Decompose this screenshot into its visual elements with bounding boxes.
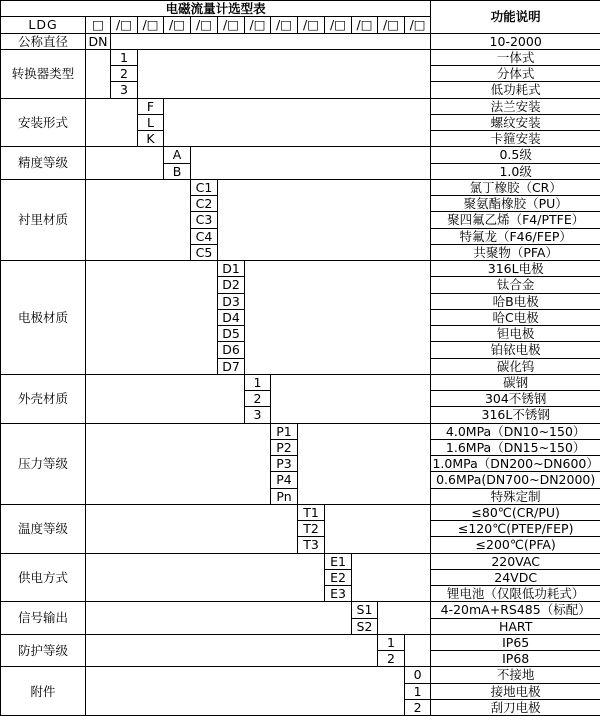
spacer-cell	[86, 98, 138, 147]
desc-cell: 不接地	[431, 667, 600, 683]
desc-cell: 聚氨酯橡胶（PU）	[431, 196, 600, 212]
desc-cell: 24VDC	[431, 569, 600, 585]
desc-cell: 0.5级	[431, 147, 600, 163]
spacer-cell	[138, 49, 431, 98]
code-placeholder-box: /□	[191, 17, 218, 33]
code-placeholder-box: /□	[164, 17, 191, 33]
desc-cell: 铂铱电极	[431, 342, 600, 358]
table-row	[1, 98, 600, 114]
category-label: 附件	[1, 667, 86, 716]
code-placeholder-box: /□	[138, 17, 164, 33]
desc-cell: 特氟龙（F46/FEP）	[431, 228, 600, 244]
code-cell: 2	[245, 391, 271, 407]
category-label: 温度等级	[1, 504, 86, 553]
desc-cell: 低功耗式	[431, 82, 600, 98]
table-row	[1, 49, 600, 65]
desc-cell: 220VAC	[431, 553, 600, 569]
desc-cell: 一体式	[431, 49, 600, 65]
code-cell: D2	[218, 277, 245, 293]
desc-cell: 哈B电极	[431, 293, 600, 309]
desc-cell: 钛合金	[431, 277, 600, 293]
spacer-cell	[86, 179, 191, 260]
category-label: 压力等级	[1, 423, 86, 504]
code-cell: P2	[271, 439, 298, 455]
category-label: 电极材质	[1, 261, 86, 375]
desc-cell: IP65	[431, 634, 600, 650]
spacer-cell	[405, 634, 431, 667]
code-cell: F	[138, 98, 164, 114]
spacer-cell	[271, 374, 431, 423]
code-cell: S2	[352, 618, 378, 634]
desc-cell: 钽电极	[431, 326, 600, 342]
desc-cell: 分体式	[431, 66, 600, 82]
spacer-cell	[325, 504, 431, 553]
code-cell: 0	[405, 667, 431, 683]
code-cell: 3	[245, 407, 271, 423]
spacer-cell	[86, 423, 271, 504]
spacer-cell	[86, 261, 218, 375]
spacer-cell	[86, 374, 245, 423]
desc-cell: ≤80℃(CR/PU)	[431, 504, 600, 520]
spacer-cell	[86, 602, 352, 635]
table-title: 电磁流量计选型表	[1, 1, 431, 17]
desc-cell: 刮刀电极	[431, 699, 600, 715]
code-placeholder-box: /□	[111, 17, 138, 33]
desc-cell: HART	[431, 618, 600, 634]
table-row	[1, 147, 600, 163]
code-cell: T2	[298, 521, 325, 537]
code-cell: L	[138, 114, 164, 130]
desc-cell: 共聚物（PFA）	[431, 244, 600, 260]
code-cell: D1	[218, 261, 245, 277]
table-row	[1, 374, 600, 390]
code-cell: C2	[191, 196, 218, 212]
desc-cell: 4.0MPa（DN10~150）	[431, 423, 600, 439]
table-row	[1, 261, 600, 277]
code-cell: D7	[218, 358, 245, 374]
code-cell: P4	[271, 472, 298, 488]
desc-cell: 螺纹安装	[431, 114, 600, 130]
code-placeholder-box: /□	[378, 17, 405, 33]
code-placeholder-box: /□	[218, 17, 245, 33]
table-row	[1, 602, 600, 618]
category-label: 防护等级	[1, 634, 86, 667]
code-cell: D6	[218, 342, 245, 358]
desc-cell: 1.0MPa（DN200~DN600）	[432, 456, 599, 472]
desc-cell: 304不锈钢	[431, 391, 600, 407]
table-row	[1, 1, 600, 17]
function-column-header: 功能说明	[431, 1, 600, 34]
code-cell: C4	[191, 228, 218, 244]
code-cell: E2	[325, 569, 352, 585]
code-placeholder-box: /□	[405, 17, 431, 33]
code-cell: C5	[191, 244, 218, 260]
spacer-cell	[245, 261, 431, 375]
desc-cell: 316L电极	[431, 261, 600, 277]
category-label: 供电方式	[1, 553, 86, 602]
code-cell: T1	[298, 504, 325, 520]
desc-cell: IP68	[431, 651, 600, 667]
desc-cell: 法兰安装	[431, 98, 600, 114]
code-cell: 1	[378, 634, 405, 650]
code-placeholder-box: /□	[352, 17, 378, 33]
category-label: 精度等级	[1, 147, 86, 180]
code-cell: 3	[111, 82, 138, 98]
code-cell: C3	[191, 212, 218, 228]
spacer-cell	[86, 49, 111, 98]
code-cell: 1	[405, 683, 431, 699]
spacer-cell	[378, 602, 431, 635]
category-label: 安装形式	[1, 98, 86, 147]
table-row	[1, 634, 600, 650]
code-cell: 2	[378, 651, 405, 667]
table-row	[1, 667, 600, 683]
table-row	[1, 553, 600, 569]
category-label: 外壳材质	[1, 374, 86, 423]
code-cell: P3	[271, 456, 298, 472]
code-cell: B	[164, 163, 191, 179]
spacer-cell	[298, 423, 431, 504]
spacer-cell	[86, 504, 298, 553]
desc-cell: 特殊定制	[431, 488, 600, 504]
code-placeholder-box: /□	[271, 17, 298, 33]
desc-cell: 聚四氟乙烯（F4/PTFE）	[431, 212, 600, 228]
spacer-cell	[164, 98, 431, 147]
model-prefix: LDG	[1, 17, 86, 33]
code-cell: 2	[111, 66, 138, 82]
desc-cell: 316L不锈钢	[431, 407, 600, 423]
code-cell: D4	[218, 309, 245, 325]
category-label: 公称直径	[1, 33, 86, 49]
desc-cell: 碳钢	[431, 374, 600, 390]
code-cell: Pn	[271, 488, 298, 504]
desc-cell: ≤200℃(PFA)	[431, 537, 600, 553]
code-placeholder-box: /□	[245, 17, 271, 33]
spacer-cell	[86, 147, 164, 180]
spacer-cell	[86, 667, 405, 716]
code-cell: T3	[298, 537, 325, 553]
desc-cell: 锂电池（仅限低功耗式）	[431, 586, 600, 602]
spacer-cell	[86, 553, 325, 602]
code-cell: 2	[405, 699, 431, 715]
desc-cell: 接地电极	[431, 683, 600, 699]
code-cell: E1	[325, 553, 352, 569]
desc-cell: 卡箍安装	[431, 131, 600, 147]
code-cell: C1	[191, 179, 218, 195]
code-placeholder-box: /□	[298, 17, 325, 33]
desc-cell: 碳化钨	[431, 358, 600, 374]
spacer-cell	[218, 179, 431, 260]
spacer-cell	[111, 33, 431, 49]
table-row	[1, 33, 600, 49]
code-cell: 1	[111, 49, 138, 65]
table-row	[1, 179, 600, 195]
table-row	[1, 423, 600, 439]
desc-cell: 1.0级	[431, 163, 600, 179]
code-cell: P1	[271, 423, 298, 439]
category-label: 转换器类型	[1, 49, 86, 98]
category-label: 衬里材质	[1, 179, 86, 260]
code-cell: S1	[352, 602, 378, 618]
spacer-cell	[191, 147, 431, 180]
table-row	[1, 504, 600, 520]
desc-cell: 4-20mA+RS485（标配）	[431, 602, 600, 618]
code-placeholder-box: /□	[325, 17, 352, 33]
code-cell: DN	[86, 33, 111, 49]
spacer-cell	[86, 634, 378, 667]
code-cell: A	[164, 147, 191, 163]
desc-cell: 10-2000	[431, 33, 600, 49]
code-cell: D3	[218, 293, 245, 309]
dn-placeholder-box: □	[86, 17, 111, 33]
desc-cell: 1.6MPa（DN15~150）	[431, 439, 600, 455]
code-cell: D5	[218, 326, 245, 342]
desc-cell: 0.6MPa(DN700~DN2000)	[431, 472, 600, 488]
code-cell: 1	[245, 374, 271, 390]
code-cell: K	[138, 131, 164, 147]
category-label: 信号输出	[1, 602, 86, 635]
spacer-cell	[352, 553, 431, 602]
desc-cell: 哈C电极	[431, 309, 600, 325]
desc-cell: 氯丁橡胶（CR）	[431, 179, 600, 195]
code-cell: E3	[325, 586, 352, 602]
desc-cell: ≤120℃(PTEP/FEP)	[431, 521, 600, 537]
